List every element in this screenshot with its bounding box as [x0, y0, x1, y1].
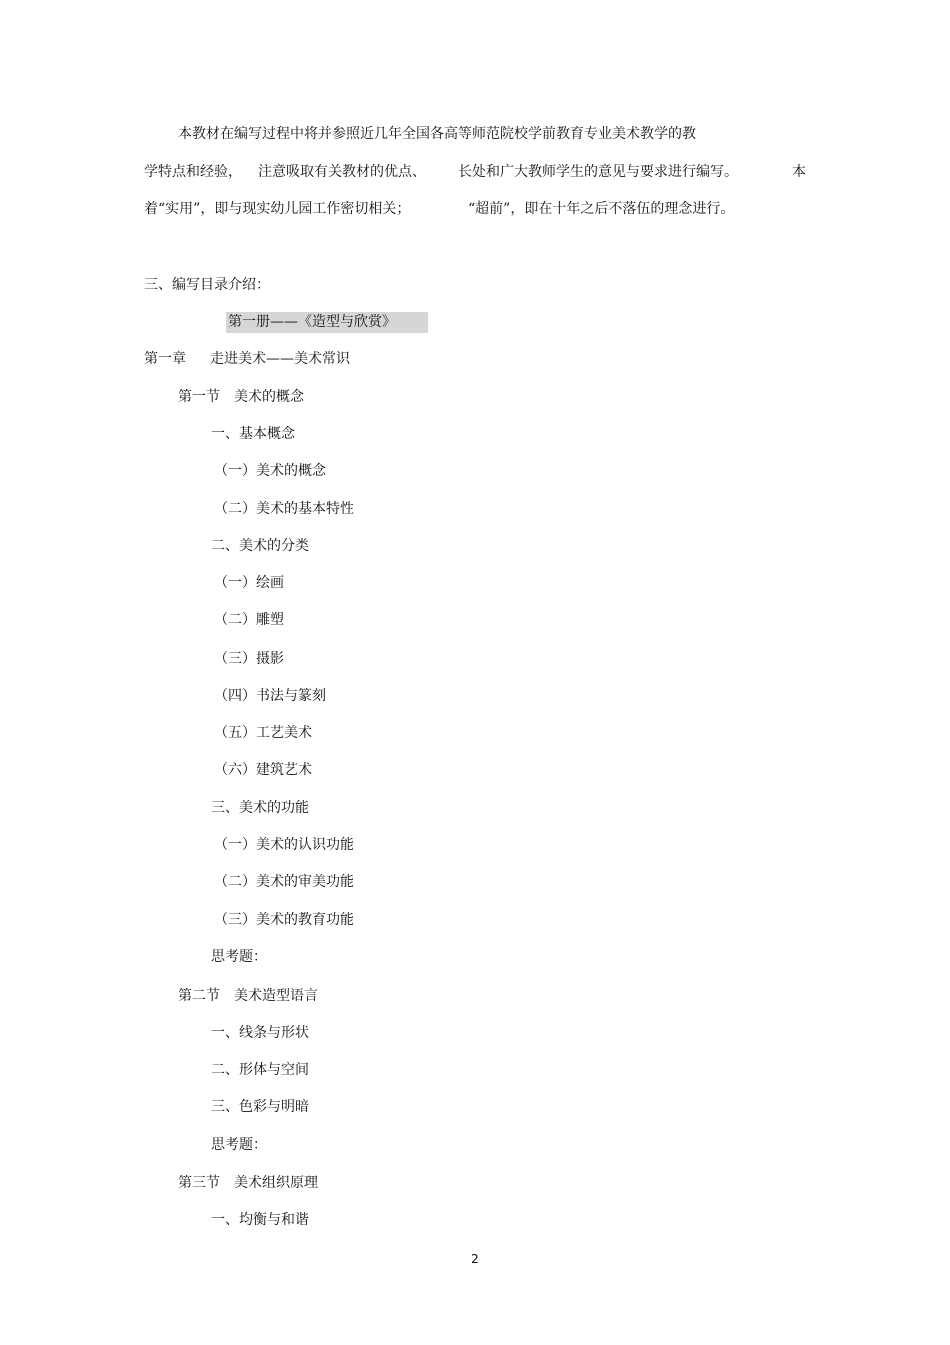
intro-line-1: 本教材在编写过程中将并参照近几年全国各高等师范院校学前教育专业美术教学的教 [178, 126, 696, 142]
toc-section-2 [178, 986, 318, 1006]
toc-item: （一）绘画 [214, 575, 284, 591]
toc-item: 三、美术的功能 [211, 800, 309, 816]
intro-line-3 [144, 199, 806, 219]
toc-section-3 [178, 1173, 318, 1193]
toc-item: （三）美术的教育功能 [214, 912, 354, 928]
intro-line-2-part-1: 学特点和经验， [144, 164, 242, 180]
toc-section-title: 美术造型语言 [234, 988, 318, 1004]
intro-line-3-part-2: “超前”，即在十年之后不落伍的理念进行。 [468, 201, 735, 217]
page-number: 2 [471, 1252, 479, 1266]
toc-item: 二、美术的分类 [211, 538, 309, 554]
toc-section-1 [178, 387, 304, 407]
intro-line-3-part-1: 着“实用”，即与现实幼儿园工作密切相关； [144, 201, 411, 217]
toc-section-number: 第三节 [178, 1175, 220, 1191]
toc-item: （二）美术的基本特性 [214, 501, 354, 517]
intro-line-2-part-2: 注意吸取有关教材的优点、 [258, 164, 426, 180]
toc-item-questions: 思考题： [211, 949, 267, 965]
toc-section-title: 美术的概念 [234, 389, 304, 405]
toc-item: 一、线条与形状 [211, 1025, 309, 1041]
toc-item: （一）美术的概念 [214, 463, 326, 479]
book-title: 第一册——《造型与欣赏》 [226, 312, 428, 333]
toc-item: （五）工艺美术 [214, 725, 312, 741]
toc-item: （四）书法与篆刻 [214, 688, 326, 704]
intro-line-2 [144, 162, 806, 182]
intro-line-2-part-3: 长处和广大教师学生的意见与要求进行编写。 [458, 164, 738, 180]
toc-item: 一、基本概念 [211, 426, 295, 442]
toc-item: （六）建筑艺术 [214, 762, 312, 778]
toc-item: 二、形体与空间 [211, 1062, 309, 1078]
toc-item: （三）摄影 [214, 651, 284, 667]
toc-item: 一、均衡与和谐 [211, 1212, 309, 1228]
toc-item: （二）美术的审美功能 [214, 874, 354, 890]
chapter-label: 第一章 [144, 351, 186, 367]
intro-line-2-part-4: 本 [792, 164, 806, 180]
toc-section-number: 第一节 [178, 389, 220, 405]
section-heading: 三、编写目录介绍： [144, 277, 270, 293]
toc-item: 三、色彩与明暗 [211, 1099, 309, 1115]
toc-item: （二）雕塑 [214, 612, 284, 628]
chapter-title: 走进美术——美术常识 [210, 351, 350, 367]
toc-section-title: 美术组织原理 [234, 1175, 318, 1191]
toc-section-number: 第二节 [178, 988, 220, 1004]
toc-item-questions: 思考题： [211, 1137, 267, 1153]
chapter-heading [144, 349, 350, 369]
toc-item: （一）美术的认识功能 [214, 837, 354, 853]
